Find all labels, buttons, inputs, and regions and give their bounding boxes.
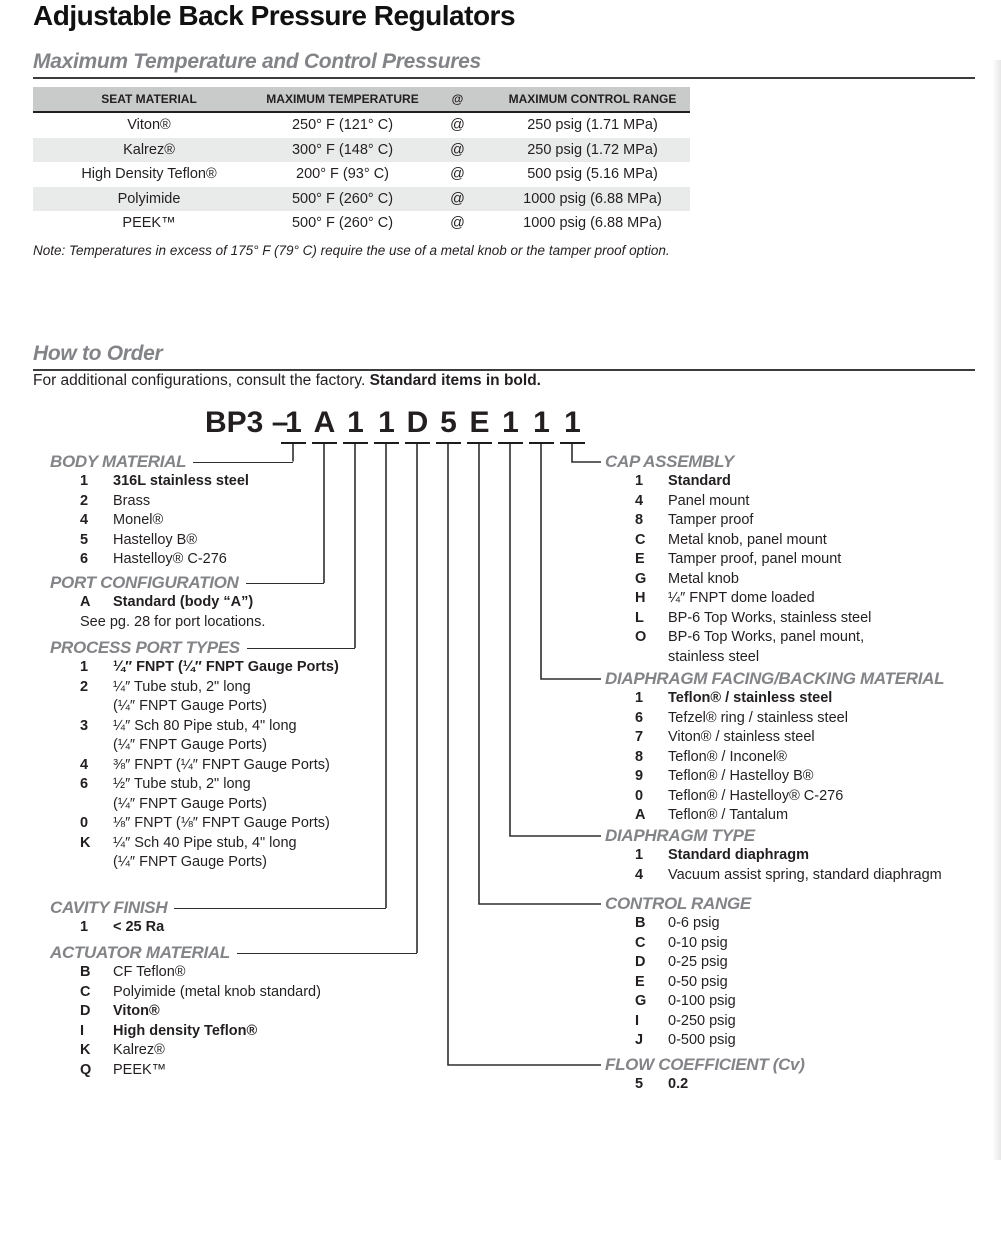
option-text: Kalrez® bbox=[113, 1042, 165, 1058]
option-text: Standard diaphragm bbox=[668, 847, 809, 863]
option-code: 1 bbox=[635, 847, 644, 863]
order-option bbox=[605, 914, 977, 934]
option-text: 0-500 psig bbox=[668, 1032, 736, 1048]
option-text: 0-6 psig bbox=[668, 915, 720, 931]
order-option bbox=[50, 983, 417, 1003]
option-text: 0-100 psig bbox=[668, 993, 736, 1009]
order-option bbox=[605, 589, 977, 609]
option-text: < 25 Ra bbox=[113, 919, 165, 935]
section-title-row bbox=[605, 1055, 977, 1075]
page-title: Adjustable Back Pressure Regulators bbox=[33, 0, 516, 31]
option-text: Hastelloy® C-276 bbox=[113, 551, 227, 567]
option-code: Q bbox=[80, 1061, 92, 1078]
option-text: Tefzel® ring / stainless steel bbox=[668, 709, 848, 726]
temperature-pressure-table bbox=[33, 87, 690, 236]
order-option bbox=[605, 531, 977, 551]
option-text: ⅛″ FNPT (⅛″ FNPT Gauge Ports) bbox=[113, 815, 330, 831]
option-text: Tamper proof, panel mount bbox=[668, 551, 842, 567]
order-option bbox=[50, 492, 293, 512]
order-option bbox=[50, 918, 386, 938]
option-code: 4 bbox=[635, 866, 644, 883]
table-cell: 200° F (93° C) bbox=[296, 166, 389, 183]
section-title: CAVITY FINISH bbox=[50, 898, 168, 917]
option-text: Teflon® / stainless steel bbox=[668, 690, 833, 706]
option-code: D bbox=[635, 954, 646, 970]
table-cell: 500° F (260° C) bbox=[265, 187, 420, 212]
section-port-configuration bbox=[50, 573, 324, 632]
order-option bbox=[605, 767, 977, 787]
option-text: ⅜″ FNPT (¼″ FNPT Gauge Ports) bbox=[113, 756, 330, 773]
section-title: CAP ASSEMBLY bbox=[605, 452, 734, 471]
order-option bbox=[605, 992, 977, 1012]
order-option-continuation bbox=[50, 736, 355, 756]
connector-rule bbox=[174, 908, 386, 909]
order-option bbox=[50, 834, 355, 854]
option-code: 1 bbox=[80, 473, 89, 489]
order-option bbox=[50, 1022, 417, 1042]
part-number-char: D bbox=[405, 406, 430, 444]
option-text: Standard bbox=[668, 473, 731, 489]
order-option bbox=[605, 628, 977, 648]
table-row bbox=[33, 162, 690, 187]
order-option bbox=[50, 531, 293, 551]
option-code: J bbox=[635, 1032, 644, 1048]
option-code: 4 bbox=[80, 512, 89, 528]
option-text: ¼″ FNPT (¼″ FNPT Gauge Ports) bbox=[113, 659, 339, 675]
table-cell: 1000 psig (6.88 MPa) bbox=[495, 187, 690, 212]
option-text: Monel® bbox=[113, 512, 164, 528]
option-text: Standard (body “A”) bbox=[113, 594, 254, 610]
section-body-material bbox=[50, 452, 293, 570]
table-cell: Viton® bbox=[127, 117, 171, 134]
section-title-row bbox=[605, 894, 977, 914]
option-code: 1 bbox=[635, 473, 644, 489]
option-code: C bbox=[80, 983, 91, 1000]
option-text: Viton® bbox=[113, 1003, 160, 1019]
part-number-char: 1 bbox=[498, 406, 523, 444]
order-option bbox=[50, 814, 355, 834]
table-row bbox=[33, 187, 690, 212]
option-code: 0 bbox=[635, 787, 644, 804]
part-number-char: 1 bbox=[560, 406, 585, 444]
option-code: D bbox=[80, 1003, 91, 1019]
option-text: Polyimide (metal knob standard) bbox=[113, 983, 321, 1000]
option-text: BP-6 Top Works, panel mount, bbox=[668, 629, 865, 645]
option-text: 0.2 bbox=[668, 1076, 689, 1092]
option-text: ¼″ Tube stub, 2" long bbox=[113, 678, 251, 695]
table-cell: 250° F (121° C) bbox=[291, 117, 394, 134]
table-cell: 1000 psig (6.88 MPa) bbox=[523, 215, 662, 232]
order-option bbox=[605, 806, 977, 826]
option-code bbox=[635, 648, 668, 668]
option-code: 6 bbox=[80, 551, 89, 567]
section-flow-coefficient bbox=[605, 1055, 977, 1095]
order-option bbox=[50, 1002, 417, 1022]
order-option bbox=[605, 511, 977, 531]
connector-rule bbox=[237, 953, 417, 954]
section-process-port-types bbox=[50, 638, 355, 873]
connector-rule bbox=[193, 462, 293, 463]
order-option bbox=[605, 748, 977, 768]
order-option-continuation bbox=[605, 648, 977, 668]
table-row bbox=[33, 211, 690, 236]
connector-rule bbox=[246, 583, 324, 584]
part-number-char: 1 bbox=[281, 406, 306, 444]
option-code: 2 bbox=[80, 678, 89, 695]
section-heading-max-temp bbox=[33, 50, 975, 79]
table-cell: 500° F (260° C) bbox=[291, 215, 394, 232]
table-cell: 250 psig (1.72 MPa) bbox=[495, 138, 690, 163]
option-text: ¼″ Sch 40 Pipe stub, 4" long bbox=[113, 834, 297, 851]
section-title-row bbox=[605, 452, 977, 472]
option-code bbox=[80, 853, 113, 873]
order-option-continuation bbox=[50, 795, 355, 815]
option-text: 0-250 psig bbox=[668, 1012, 736, 1029]
section-title-row bbox=[605, 669, 977, 689]
option-code: 6 bbox=[635, 709, 644, 726]
order-option bbox=[50, 658, 355, 678]
option-code: 8 bbox=[635, 512, 644, 528]
section-actuator-material bbox=[50, 943, 417, 1080]
table-row bbox=[33, 138, 690, 163]
table-cell: @ bbox=[420, 138, 495, 163]
table-cell: Polyimide bbox=[33, 187, 265, 212]
part-number-char: 1 bbox=[343, 406, 368, 444]
option-code: E bbox=[635, 973, 645, 990]
order-option bbox=[50, 678, 355, 698]
part-number-char: 1 bbox=[374, 406, 399, 444]
option-text: CF Teflon® bbox=[113, 964, 186, 980]
section-title: DIAPHRAGM TYPE bbox=[605, 826, 755, 845]
section-title-row bbox=[50, 452, 293, 472]
table-cell: Kalrez® bbox=[33, 138, 265, 163]
option-text: Teflon® / Tantalum bbox=[668, 807, 789, 823]
option-text: ¼″ FNPT dome loaded bbox=[668, 590, 815, 606]
section-cavity-finish bbox=[50, 898, 386, 938]
option-code: E bbox=[635, 551, 645, 567]
option-text: (¼″ FNPT Gauge Ports) bbox=[113, 854, 267, 870]
option-code: B bbox=[635, 915, 646, 931]
table-cell: High Density Teflon® bbox=[81, 166, 217, 183]
option-code: H bbox=[635, 590, 646, 606]
option-code: 5 bbox=[80, 531, 89, 548]
part-number-char: 1 bbox=[529, 406, 554, 444]
option-code: 1 bbox=[80, 659, 89, 675]
option-code: O bbox=[635, 629, 647, 645]
option-code: A bbox=[80, 594, 91, 610]
order-option-continuation bbox=[50, 697, 355, 717]
order-intro-bold: Standard items in bold. bbox=[369, 372, 541, 389]
option-code: C bbox=[635, 934, 646, 951]
temperature-note: Note: Temperatures in excess of 175° F (79° C) require the use of a metal knob or the tamper proof option. bbox=[33, 243, 670, 258]
order-option bbox=[50, 593, 324, 613]
section-title: BODY MATERIAL bbox=[50, 452, 187, 471]
option-code bbox=[80, 795, 113, 815]
order-option bbox=[50, 775, 355, 795]
option-code: 6 bbox=[80, 776, 89, 792]
option-text: Teflon® / Hastelloy® C-276 bbox=[668, 787, 844, 804]
table-row bbox=[33, 112, 690, 138]
table-header-cell: MAXIMUM TEMPERATURE bbox=[265, 87, 420, 112]
order-option bbox=[50, 756, 355, 776]
section-title-row bbox=[50, 638, 355, 658]
order-option bbox=[605, 934, 977, 954]
option-code: B bbox=[80, 964, 91, 980]
table-header-row bbox=[33, 87, 690, 112]
section-cap-assembly bbox=[605, 452, 977, 667]
order-option bbox=[605, 973, 977, 993]
page-edge-shadow bbox=[993, 60, 1001, 1160]
option-code bbox=[80, 697, 113, 717]
section-title-row bbox=[50, 943, 417, 963]
part-number-char: E bbox=[467, 406, 492, 444]
option-text: Viton® / stainless steel bbox=[668, 729, 815, 745]
order-option bbox=[605, 787, 977, 807]
section-title: DIAPHRAGM FACING/BACKING MATERIAL bbox=[605, 669, 945, 688]
option-text: Teflon® / Inconel® bbox=[668, 748, 787, 765]
option-text: Vacuum assist spring, standard diaphragm bbox=[668, 866, 942, 883]
option-text: BP-6 Top Works, stainless steel bbox=[668, 609, 872, 626]
option-text: 0-25 psig bbox=[668, 954, 728, 970]
option-text: (¼″ FNPT Gauge Ports) bbox=[113, 795, 267, 812]
option-text: 0-50 psig bbox=[668, 973, 728, 990]
option-text: Metal knob bbox=[668, 570, 739, 587]
section-title: CONTROL RANGE bbox=[605, 894, 751, 913]
section-title-row bbox=[50, 898, 386, 918]
section-note: See pg. 28 for port locations. bbox=[80, 613, 266, 630]
order-option bbox=[50, 550, 293, 570]
option-text: PEEK™ bbox=[113, 1061, 167, 1078]
option-text: (¼″ FNPT Gauge Ports) bbox=[113, 737, 267, 753]
section-title: PROCESS PORT TYPES bbox=[50, 638, 240, 657]
option-code: 9 bbox=[635, 768, 644, 784]
option-code: G bbox=[635, 570, 647, 587]
option-code: 0 bbox=[80, 815, 89, 831]
section-title: FLOW COEFFICIENT (Cv) bbox=[605, 1055, 805, 1074]
table-cell: @ bbox=[450, 166, 465, 183]
order-option bbox=[50, 717, 355, 737]
order-intro-regular: For additional configurations, consult the factory. bbox=[33, 372, 370, 389]
table-cell: 250 psig (1.71 MPa) bbox=[527, 117, 658, 134]
section-heading-text: Maximum Temperature and Control Pressures bbox=[33, 50, 481, 73]
table-cell: @ bbox=[420, 187, 495, 212]
order-option bbox=[50, 511, 293, 531]
order-option bbox=[605, 550, 977, 570]
table-cell: 300° F (148° C) bbox=[265, 138, 420, 163]
option-code: K bbox=[80, 834, 91, 851]
connector-rule bbox=[247, 648, 355, 649]
order-option bbox=[50, 963, 417, 983]
option-text: 316L stainless steel bbox=[113, 473, 249, 489]
order-option bbox=[605, 846, 977, 866]
option-text: Teflon® / Hastelloy B® bbox=[668, 768, 814, 784]
order-option-continuation bbox=[50, 853, 355, 873]
section-title: PORT CONFIGURATION bbox=[50, 573, 239, 592]
order-option bbox=[50, 1061, 417, 1081]
option-text: Tamper proof bbox=[668, 512, 754, 528]
option-code: 2 bbox=[80, 492, 89, 509]
option-code: C bbox=[635, 531, 646, 548]
table-header-cell: @ bbox=[420, 87, 495, 112]
order-option bbox=[605, 609, 977, 629]
option-code: 4 bbox=[80, 756, 89, 773]
option-text: High density Teflon® bbox=[113, 1022, 258, 1039]
order-option bbox=[605, 953, 977, 973]
order-option bbox=[605, 1012, 977, 1032]
option-code bbox=[80, 736, 113, 756]
section-heading-text: How to Order bbox=[33, 342, 163, 365]
option-code: L bbox=[635, 609, 644, 626]
section-title-row bbox=[605, 826, 977, 846]
option-code: I bbox=[80, 1022, 85, 1039]
option-code: 1 bbox=[80, 919, 89, 935]
section-diaphragm-facing-backing-material bbox=[605, 669, 977, 826]
option-text: (¼″ FNPT Gauge Ports) bbox=[113, 698, 267, 714]
section-control-range bbox=[605, 894, 977, 1051]
part-number-prefix: BP3 – bbox=[205, 406, 289, 439]
section-title: ACTUATOR MATERIAL bbox=[50, 943, 230, 962]
part-number-char: A bbox=[312, 406, 337, 444]
option-text: ¼″ Sch 80 Pipe stub, 4" long bbox=[113, 717, 297, 734]
order-option bbox=[605, 689, 977, 709]
order-option bbox=[605, 728, 977, 748]
option-code: K bbox=[80, 1042, 91, 1058]
order-option bbox=[605, 866, 977, 886]
part-number-characters bbox=[278, 406, 588, 444]
section-title-row bbox=[50, 573, 324, 593]
table-cell: @ bbox=[450, 117, 465, 134]
order-option bbox=[605, 1075, 977, 1095]
option-text: stainless steel bbox=[668, 648, 760, 665]
table-header-cell: MAXIMUM CONTROL RANGE bbox=[495, 87, 690, 112]
option-code: 3 bbox=[80, 717, 89, 734]
table-cell: PEEK™ bbox=[122, 215, 176, 232]
option-code: A bbox=[635, 807, 646, 823]
table-cell: 500 psig (5.16 MPa) bbox=[527, 166, 658, 183]
table-cell: @ bbox=[450, 215, 465, 232]
order-option bbox=[605, 709, 977, 729]
option-code: 4 bbox=[635, 492, 644, 509]
order-intro bbox=[33, 372, 541, 390]
part-number-char: 5 bbox=[436, 406, 461, 444]
option-code: 1 bbox=[635, 690, 644, 706]
option-text: Metal knob, panel mount bbox=[668, 531, 827, 548]
order-option bbox=[50, 472, 293, 492]
option-code: 8 bbox=[635, 748, 644, 765]
section-heading-how-to-order bbox=[33, 342, 975, 371]
option-code: 5 bbox=[635, 1076, 644, 1092]
order-option bbox=[605, 1031, 977, 1051]
option-text: 0-10 psig bbox=[668, 934, 728, 951]
order-option bbox=[50, 1041, 417, 1061]
option-code: I bbox=[635, 1012, 640, 1029]
option-code: G bbox=[635, 993, 647, 1009]
table-header-cell: SEAT MATERIAL bbox=[33, 87, 265, 112]
section-diaphragm-type bbox=[605, 826, 977, 885]
order-option bbox=[605, 492, 977, 512]
order-option bbox=[605, 472, 977, 492]
order-option bbox=[605, 570, 977, 590]
option-text: Brass bbox=[113, 492, 151, 509]
option-text: Panel mount bbox=[668, 492, 750, 509]
option-code: 7 bbox=[635, 729, 644, 745]
option-text: ½″ Tube stub, 2" long bbox=[113, 776, 251, 792]
option-text: Hastelloy B® bbox=[113, 531, 198, 548]
